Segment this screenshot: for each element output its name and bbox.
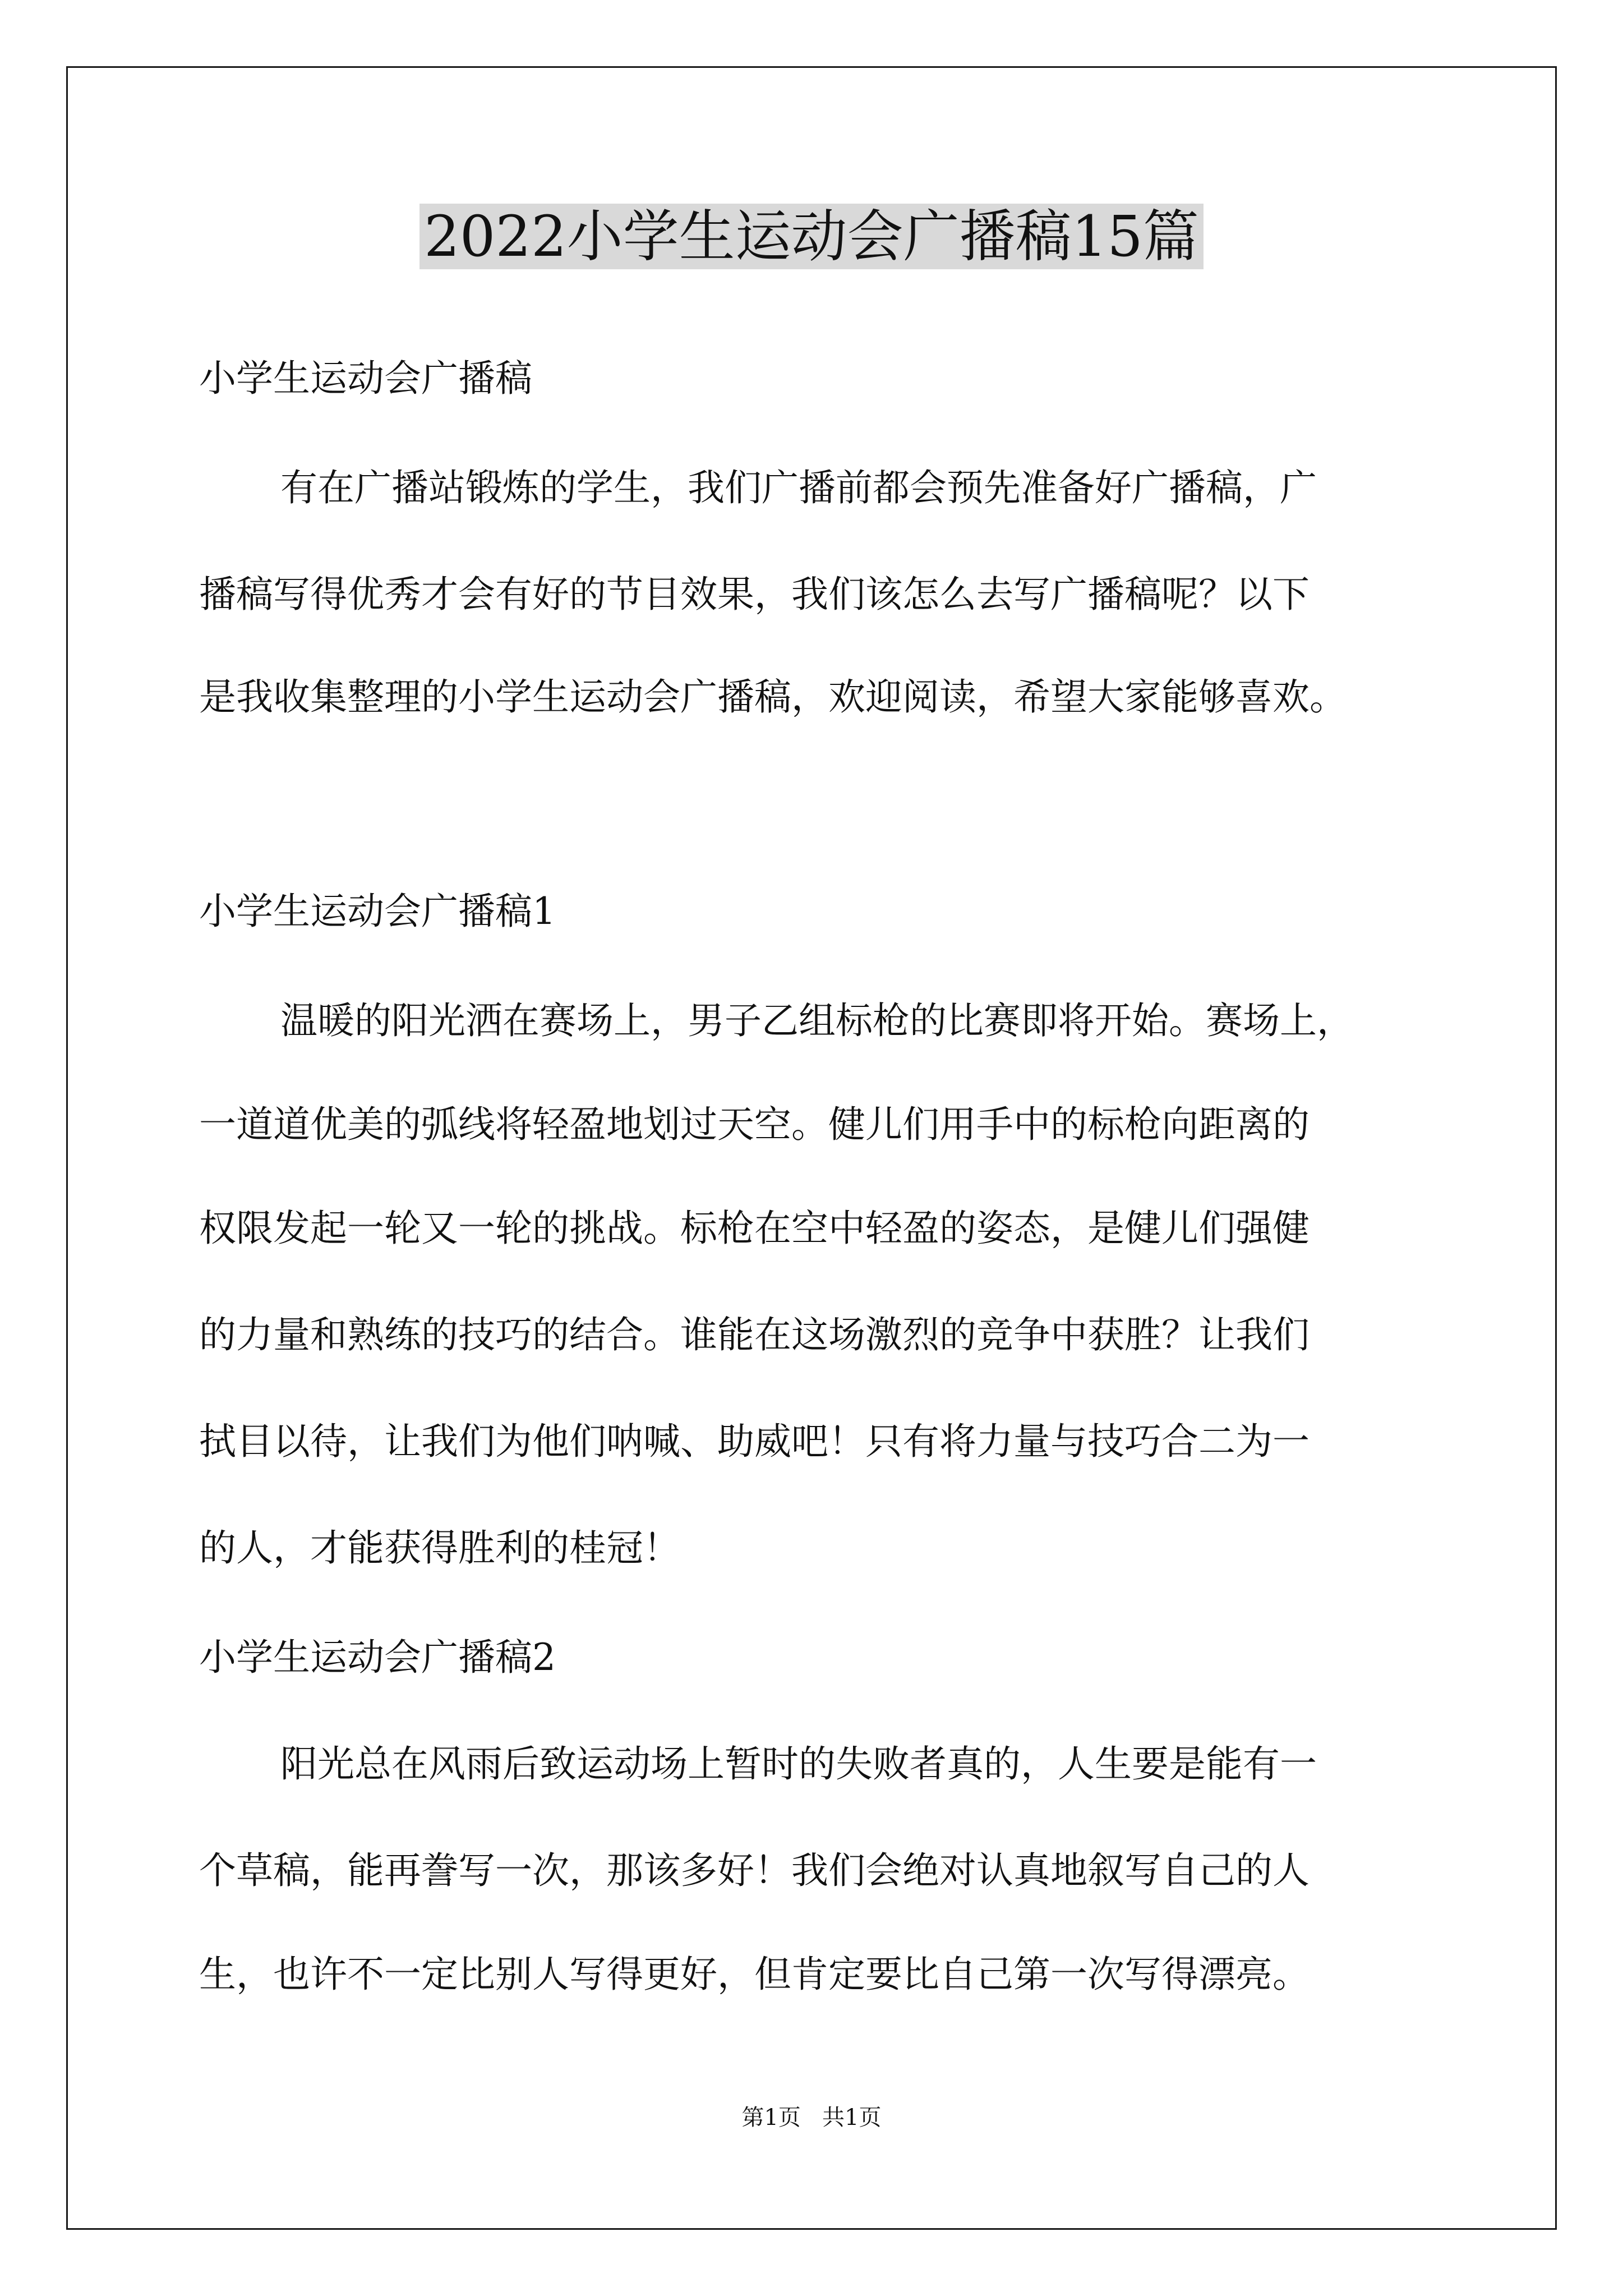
page-number: 第1页 共1页 (741, 2105, 882, 2131)
section1-line: 权限发起一轮又一轮的挑战。标枪在空中轻盈的姿态，是健儿们强健 (199, 1207, 1310, 1250)
section2-line: 阳光总在风雨后致运动场上暂时的失败者真的，人生要是能有一 (280, 1742, 1317, 1786)
section1-line: 的力量和熟练的技巧的结合。谁能在这场激烈的竞争中获胜？让我们 (199, 1313, 1310, 1356)
section2-line: 个草稿，能再誊写一次，那该多好！我们会绝对认真地叙写自己的人 (199, 1849, 1310, 1892)
document-title-text: 2022小学生运动会广播稿15篇 (419, 204, 1204, 269)
section1-line: 的人，才能获得胜利的桂冠！ (199, 1526, 680, 1570)
section1-line: 一道道优美的弧线将轻盈地划过天空。健儿们用手中的标枪向距离的 (199, 1103, 1310, 1146)
section2-line: 生，也许不一定比别人写得更好，但肯定要比自己第一次写得漂亮。 (199, 1953, 1310, 1996)
page-footer (0, 2101, 1623, 2134)
intro-heading: 小学生运动会广播稿 (199, 357, 532, 400)
intro-line: 有在广播站锻炼的学生，我们广播前都会预先准备好广播稿，广 (280, 466, 1317, 509)
section1-line: 温暖的阳光洒在赛场上，男子乙组标枪的比赛即将开始。赛场上， (280, 999, 1354, 1042)
section1-line: 拭目以待，让我们为他们呐喊、助威吧！只有将力量与技巧合二为一 (199, 1420, 1310, 1463)
section1-heading: 小学生运动会广播稿1 (199, 890, 556, 933)
section2-heading: 小学生运动会广播稿2 (199, 1636, 556, 1679)
intro-line: 播稿写得优秀才会有好的节目效果，我们该怎么去写广播稿呢？以下 (199, 573, 1310, 616)
document-title (0, 197, 1623, 276)
intro-line: 是我收集整理的小学生运动会广播稿，欢迎阅读，希望大家能够喜欢。 (199, 675, 1347, 719)
